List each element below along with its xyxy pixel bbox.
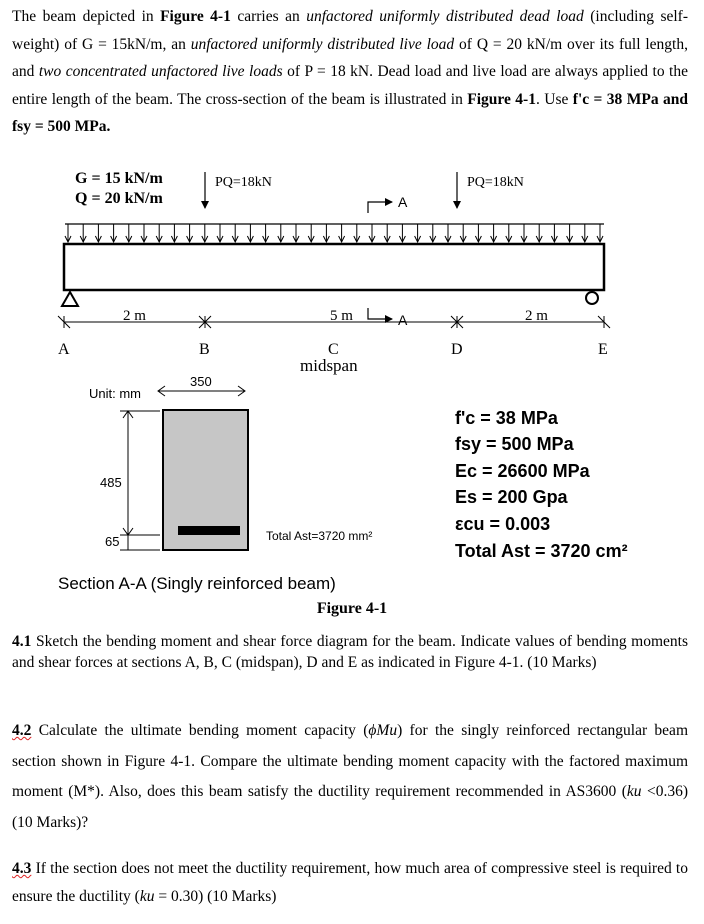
roller-support <box>586 292 598 304</box>
pin-support <box>62 292 78 306</box>
point-label-d: D <box>451 341 463 358</box>
question-number: 4.3 <box>12 860 32 877</box>
beam-body <box>64 244 604 290</box>
question-4-2 <box>12 716 688 838</box>
midspan-label: midspan <box>300 356 358 375</box>
live-load-label: Q = 20 kN/m <box>75 190 163 207</box>
prop-ecu: εcu = 0.003 <box>455 514 551 534</box>
question-text: Calculate the ultimate bending moment capacity ( <box>31 722 369 739</box>
question-number: 4.1 <box>12 633 32 650</box>
prop-ast: Total Ast = 3720 cm² <box>455 541 628 561</box>
dim-label-ab: 2 m <box>123 308 146 324</box>
question-text: ) for the singly reinforced rectangular beam section shown in Figure 4-1. Compare the ultimate bending moment capacity with the factored maximum moment (M*). Also, does this beam satisfy the ductility requirement recommended in AS3600 ( <box>12 722 688 800</box>
intro-text: (including self-weight) of G = 15kN/m, an <box>12 8 688 53</box>
question-number: 4.2 <box>12 722 32 739</box>
intro-text: of Q = 20 kN/m over its full length, and <box>12 35 688 81</box>
dead-load-label: G = 15 kN/m <box>75 170 163 187</box>
intro-text: of P = 18 kN. Dead load and live load are always applied to the entire length of the beam. The cross-section of the beam is illustrated in <box>12 63 688 108</box>
figure-caption: Figure 4-1 <box>316 600 388 617</box>
cover-dim-label: 65 <box>105 534 120 549</box>
section-cut-mark-bottom <box>368 308 392 319</box>
intro-emphasis: two concentrated unfactored live loads <box>38 63 283 81</box>
udl-arrows <box>65 224 603 242</box>
intro-text: . Use <box>535 90 573 108</box>
section-cut-mark-top <box>368 202 392 213</box>
prop-fc: f'c = 38 MPa <box>455 408 558 428</box>
ku-symbol: ku <box>626 783 642 800</box>
prop-es: Es = 200 Gpa <box>455 487 568 507</box>
point-load-label-2: PQ=18kN <box>467 175 524 190</box>
point-label-c: C <box>328 341 339 358</box>
material-properties <box>455 408 628 561</box>
question-text: <0.36) (10 Marks)? <box>12 783 689 831</box>
point-label-b: B <box>199 341 210 358</box>
dim-label-bd: 5 m <box>330 308 353 324</box>
depth-dim-label: 485 <box>100 475 122 490</box>
ku-symbol: ku <box>139 888 155 905</box>
steel-area-label: Total Ast=3720 mm² <box>266 529 373 543</box>
point-load-label-1: PQ=18kN <box>215 175 272 190</box>
section-title: Section A-A (Singly reinforced beam) <box>58 574 336 593</box>
dim-label-de: 2 m <box>525 308 548 324</box>
prop-fsy: fsy = 500 MPa <box>455 434 574 454</box>
point-label-a: A <box>58 341 70 358</box>
material-spec: f'c = 38 MPa and fsy = 500 MPa. <box>12 90 688 136</box>
width-dim-label: 350 <box>190 374 212 389</box>
question-text: Sketch the bending moment and shear force diagram for the beam. Indicate values of bending moments and shear forces at sections A, B, C (midspan), D and E as indicated in Figure 4-1. (10 Marks) <box>12 633 688 671</box>
intro-emphasis: unfactored uniformly distributed dead load <box>306 8 584 25</box>
section-label-top: A <box>398 194 408 210</box>
intro-text: carries an <box>230 8 307 25</box>
phi-mu-symbol: ϕMu <box>368 722 398 739</box>
section-label-bottom: A <box>398 312 408 328</box>
intro-text: The beam depicted in <box>12 8 161 25</box>
figure-ref: Figure 4-1 <box>160 8 231 25</box>
intro-emphasis: unfactored uniformly distributed live load <box>190 35 455 53</box>
question-4-3 <box>12 855 688 911</box>
question-text: If the section does not meet the ductility requirement, how much area of compressive steel is required to ensure the ductility ( <box>12 860 688 905</box>
tension-reinforcement <box>178 526 240 535</box>
figure-ref: Figure 4-1 <box>467 90 536 108</box>
question-text: = 0.30) (10 Marks) <box>154 888 277 905</box>
point-label-e: E <box>598 341 608 358</box>
question-4-1 <box>12 632 688 673</box>
prop-ec: Ec = 26600 MPa <box>455 461 590 481</box>
unit-label: Unit: mm <box>89 386 141 401</box>
